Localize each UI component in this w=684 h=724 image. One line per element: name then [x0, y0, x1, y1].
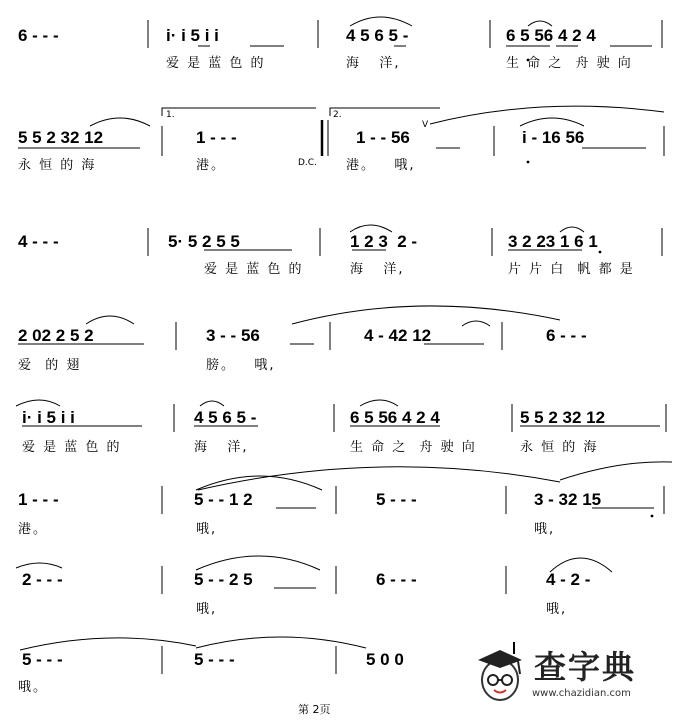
system-4-measure-3: 4 - 42 12	[364, 326, 432, 345]
volta-2-label: 2.	[333, 110, 342, 120]
system-7-measure-2: 5 - - 2 5	[194, 570, 253, 589]
watermark-url: www.chazidian.com	[532, 688, 631, 699]
system-1-measure-3: 4 5 6 5 -	[346, 26, 409, 45]
system-2-measure-1: 5 5 2 32 12	[18, 128, 104, 147]
system-3-lyric-4: 片 片 白 帆 都 是	[508, 262, 635, 277]
system-8-measure-2: 5 - - -	[194, 650, 235, 669]
system-8-lyric-1: 哦。	[18, 680, 49, 695]
system-5-measure-3: 6 5 56 4 2 4	[350, 408, 440, 427]
system-2-measure-2: 1 - - -	[196, 128, 237, 147]
system-3-lyric-2: 爱 是 蓝 色 的	[204, 262, 304, 277]
volta-1-label: 1.	[166, 110, 175, 120]
system-3-measure-1: 4 - - -	[18, 232, 59, 251]
page-number: 第 2页	[298, 703, 331, 716]
system-7-measure-4: 4 - 2 -	[546, 570, 591, 589]
system-1-measure-2: i· i 5 i i	[166, 26, 219, 45]
dc-marking: D.C.	[298, 158, 317, 168]
system-6-measure-1: 1 - - -	[18, 490, 59, 509]
system-2-lyric-1: 永 恒 的 海	[18, 158, 97, 173]
system-3-lyric-3: 海 洋,	[350, 262, 405, 277]
system-2-measure-3: 1 - - 56	[356, 128, 410, 147]
system-2-lyric-3: 港。 哦,	[346, 158, 416, 173]
system-1-lyric-4: 生 命 之 舟 驶 向	[506, 56, 633, 71]
system-7-lyric-4: 哦,	[546, 602, 568, 617]
system-3-measure-3: 1 2 3 2 -	[350, 232, 418, 251]
system-6-measure-3: 5 - - -	[376, 490, 417, 509]
system-6-measure-4: 3 - 32 15	[534, 490, 602, 509]
system-5-lyric-3: 生 命 之 舟 驶 向	[350, 440, 477, 455]
breath-mark: V	[422, 120, 429, 130]
system-4-measure-1: 2 02 2 5 2	[18, 326, 94, 345]
watermark-title: 查字典	[534, 648, 637, 686]
system-3-measure-2: 5· 5 2 5 5	[168, 232, 240, 251]
system-1-measure-1: 6 - - -	[18, 26, 59, 45]
system-8-measure-3: 5 0 0	[366, 650, 404, 669]
system-6-lyric-4: 哦,	[534, 522, 556, 537]
system-7-measure-1: 2 - - -	[22, 570, 63, 589]
system-7-lyric-2: 哦,	[196, 602, 218, 617]
system-1-lyric-3: 海 洋,	[346, 56, 401, 71]
system-4-lyric-2: 膀。 哦,	[206, 358, 276, 373]
system-4-measure-2: 3 - - 56	[206, 326, 260, 345]
watermark-logo	[472, 646, 668, 706]
system-3-measure-4: 3 2 23 1 6 1	[508, 232, 598, 251]
system-1-measure-4: 6 5 56 4 2 4	[506, 26, 596, 45]
system-2-lyric-2: 港。	[196, 158, 227, 173]
system-8-measure-1: 5 - - -	[22, 650, 63, 669]
system-5-measure-1: i· i 5 i i	[22, 408, 75, 427]
system-2-measure-4: i - 16 56	[522, 128, 585, 147]
system-5-measure-4: 5 5 2 32 12	[520, 408, 606, 427]
system-7-measure-3: 6 - - -	[376, 570, 417, 589]
system-4-lyric-1: 爱 的 翅	[18, 358, 82, 373]
system-5-lyric-4: 永 恒 的 海	[520, 440, 599, 455]
system-6-measure-2: 5 - - 1 2	[194, 490, 253, 509]
mascot-icon	[472, 646, 528, 704]
system-1-lyric-2: 爱 是 蓝 色 的	[166, 56, 266, 71]
system-5-measure-2: 4 5 6 5 -	[194, 408, 257, 427]
system-6-lyric-2: 哦,	[196, 522, 218, 537]
system-4-measure-4: 6 - - -	[546, 326, 587, 345]
system-5-lyric-2: 海 洋,	[194, 440, 249, 455]
system-5-lyric-1: 爱 是 蓝 色 的	[22, 440, 122, 455]
system-6-lyric-1: 港。	[18, 522, 49, 537]
